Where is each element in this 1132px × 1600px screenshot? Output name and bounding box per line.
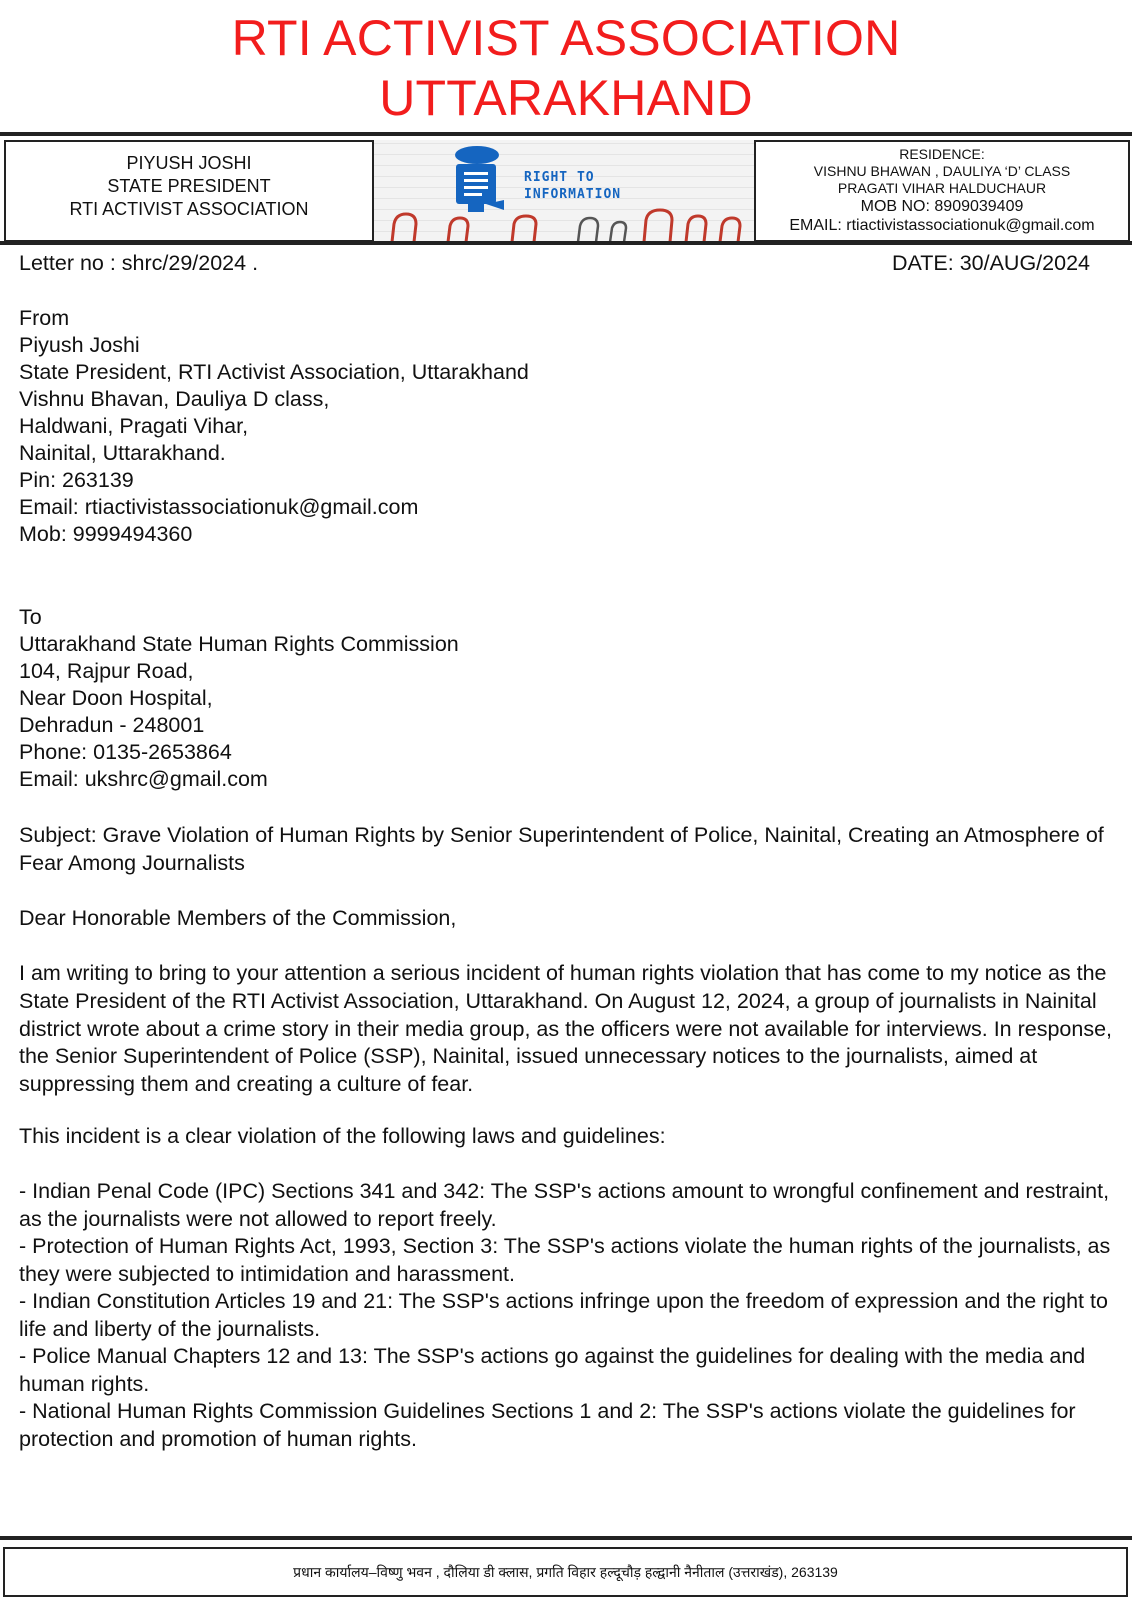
- footer-address: प्रधान कार्यालय–विष्णु भवन , दौलिया डी क्लास, प्रगति विहार हल्दूचौड़ हल्द्वानी नैनीताल (उत्तराखंड), 263139: [3, 1547, 1128, 1597]
- to-line: Email: ukshrc@gmail.com: [19, 767, 268, 791]
- from-line: Email: rtiactivistassociationuk@gmail.com: [19, 495, 419, 519]
- org-title-line2: UTTARAKHAND: [379, 70, 753, 126]
- president-name: PIYUSH JOSHI: [126, 153, 252, 173]
- logo-text-line2: INFORMATION: [524, 187, 622, 202]
- residence-address-line2: PRAGATI VIHAR HALDUCHAUR: [837, 180, 1047, 196]
- from-line: Nainital, Uttarakhand.: [19, 441, 226, 465]
- header-top-rule: [0, 132, 1132, 136]
- rti-banner: [374, 140, 754, 242]
- letter-number: Letter no : shrc/29/2024 .: [19, 251, 259, 275]
- from-line: From: [19, 306, 70, 330]
- residence-address-line1: VISHNU BHAWAN , DAULIYA ‘D’ CLASS: [813, 163, 1071, 179]
- president-org: RTI ACTIVIST ASSOCIATION: [69, 199, 309, 219]
- header-bottom-rule: [0, 241, 1132, 245]
- from-line: Mob: 9999494360: [19, 522, 193, 546]
- president-box: [4, 140, 374, 242]
- to-line: Dehradun - 248001: [19, 713, 205, 737]
- residence-box: [754, 140, 1130, 242]
- residence-mobile: MOB NO: 8909039409: [860, 198, 1024, 215]
- logo-text-line1: RIGHT TO: [524, 170, 595, 185]
- salutation: Dear Honorable Members of the Commission,: [19, 906, 457, 930]
- body-paragraph: I am writing to bring to your attention a serious incident of human rights violation that has come to my notice as the State President of the RTI Activist Association, Uttarakhand. On August 12, 2024, a group of journalists in Nainital district wrote about a crime story in their media group, as the officers were not available for interviews. In response, the Senior Superintendent of Police (SSP), Nainital, issued unnecessary notices to the journalists, aimed at suppressing them and creating a culture of fear.: [19, 961, 1113, 1097]
- from-line: Pin: 263139: [19, 468, 134, 492]
- violation-item: - Indian Constitution Articles 19 and 21: The SSP's actions infringe upon the freedom of expression and the right to life and liberty of the journalists.: [19, 1289, 1108, 1341]
- letter-date: DATE: 30/AUG/2024: [892, 251, 1090, 275]
- rti-logo-icon: [374, 140, 754, 242]
- from-line: Vishnu Bhavan, Dauliya D class,: [19, 387, 330, 411]
- residence-email: EMAIL: rtiactivistassociationuk@gmail.com: [789, 217, 1095, 234]
- subject: Subject: Grave Violation of Human Rights by Senior Superintendent of Police, Nainital, Creating an Atmosphere of Fear Among Journalists: [19, 823, 1104, 875]
- raised-fist-icon: [392, 210, 740, 242]
- to-line: 104, Rajpur Road,: [19, 659, 194, 683]
- violation-item: - Protection of Human Rights Act, 1993, Section 3: The SSP's actions violate the human rights of the journalists, as they were subjected to intimidation and harassment.: [19, 1234, 1111, 1286]
- from-line: State President, RTI Activist Association, Uttarakhand: [19, 360, 529, 384]
- violation-item: - Indian Penal Code (IPC) Sections 341 and 342: The SSP's actions amount to wrongful confinement and restraint, as the journalists were not allowed to report freely.: [19, 1179, 1110, 1231]
- to-line: Near Doon Hospital,: [19, 686, 213, 710]
- violations-intro: This incident is a clear violation of the following laws and guidelines:: [19, 1124, 666, 1148]
- to-line: To: [19, 605, 42, 629]
- org-title-line1: RTI ACTIVIST ASSOCIATION: [231, 10, 901, 66]
- from-line: Haldwani, Pragati Vihar,: [19, 414, 249, 438]
- from-line: Piyush Joshi: [19, 333, 140, 357]
- footer-rule: [0, 1536, 1132, 1540]
- violation-item: - Police Manual Chapters 12 and 13: The SSP's actions go against the guidelines for dealing with the media and human rights.: [19, 1344, 1086, 1396]
- president-title: STATE PRESIDENT: [107, 176, 271, 196]
- residence-label: RESIDENCE:: [899, 146, 985, 162]
- to-line: Uttarakhand State Human Rights Commission: [19, 632, 459, 656]
- violation-item: - National Human Rights Commission Guidelines Sections 1 and 2: The SSP's actions violate the guidelines for protection and promotion of human rights.: [19, 1399, 1076, 1451]
- to-line: Phone: 0135-2653864: [19, 740, 232, 764]
